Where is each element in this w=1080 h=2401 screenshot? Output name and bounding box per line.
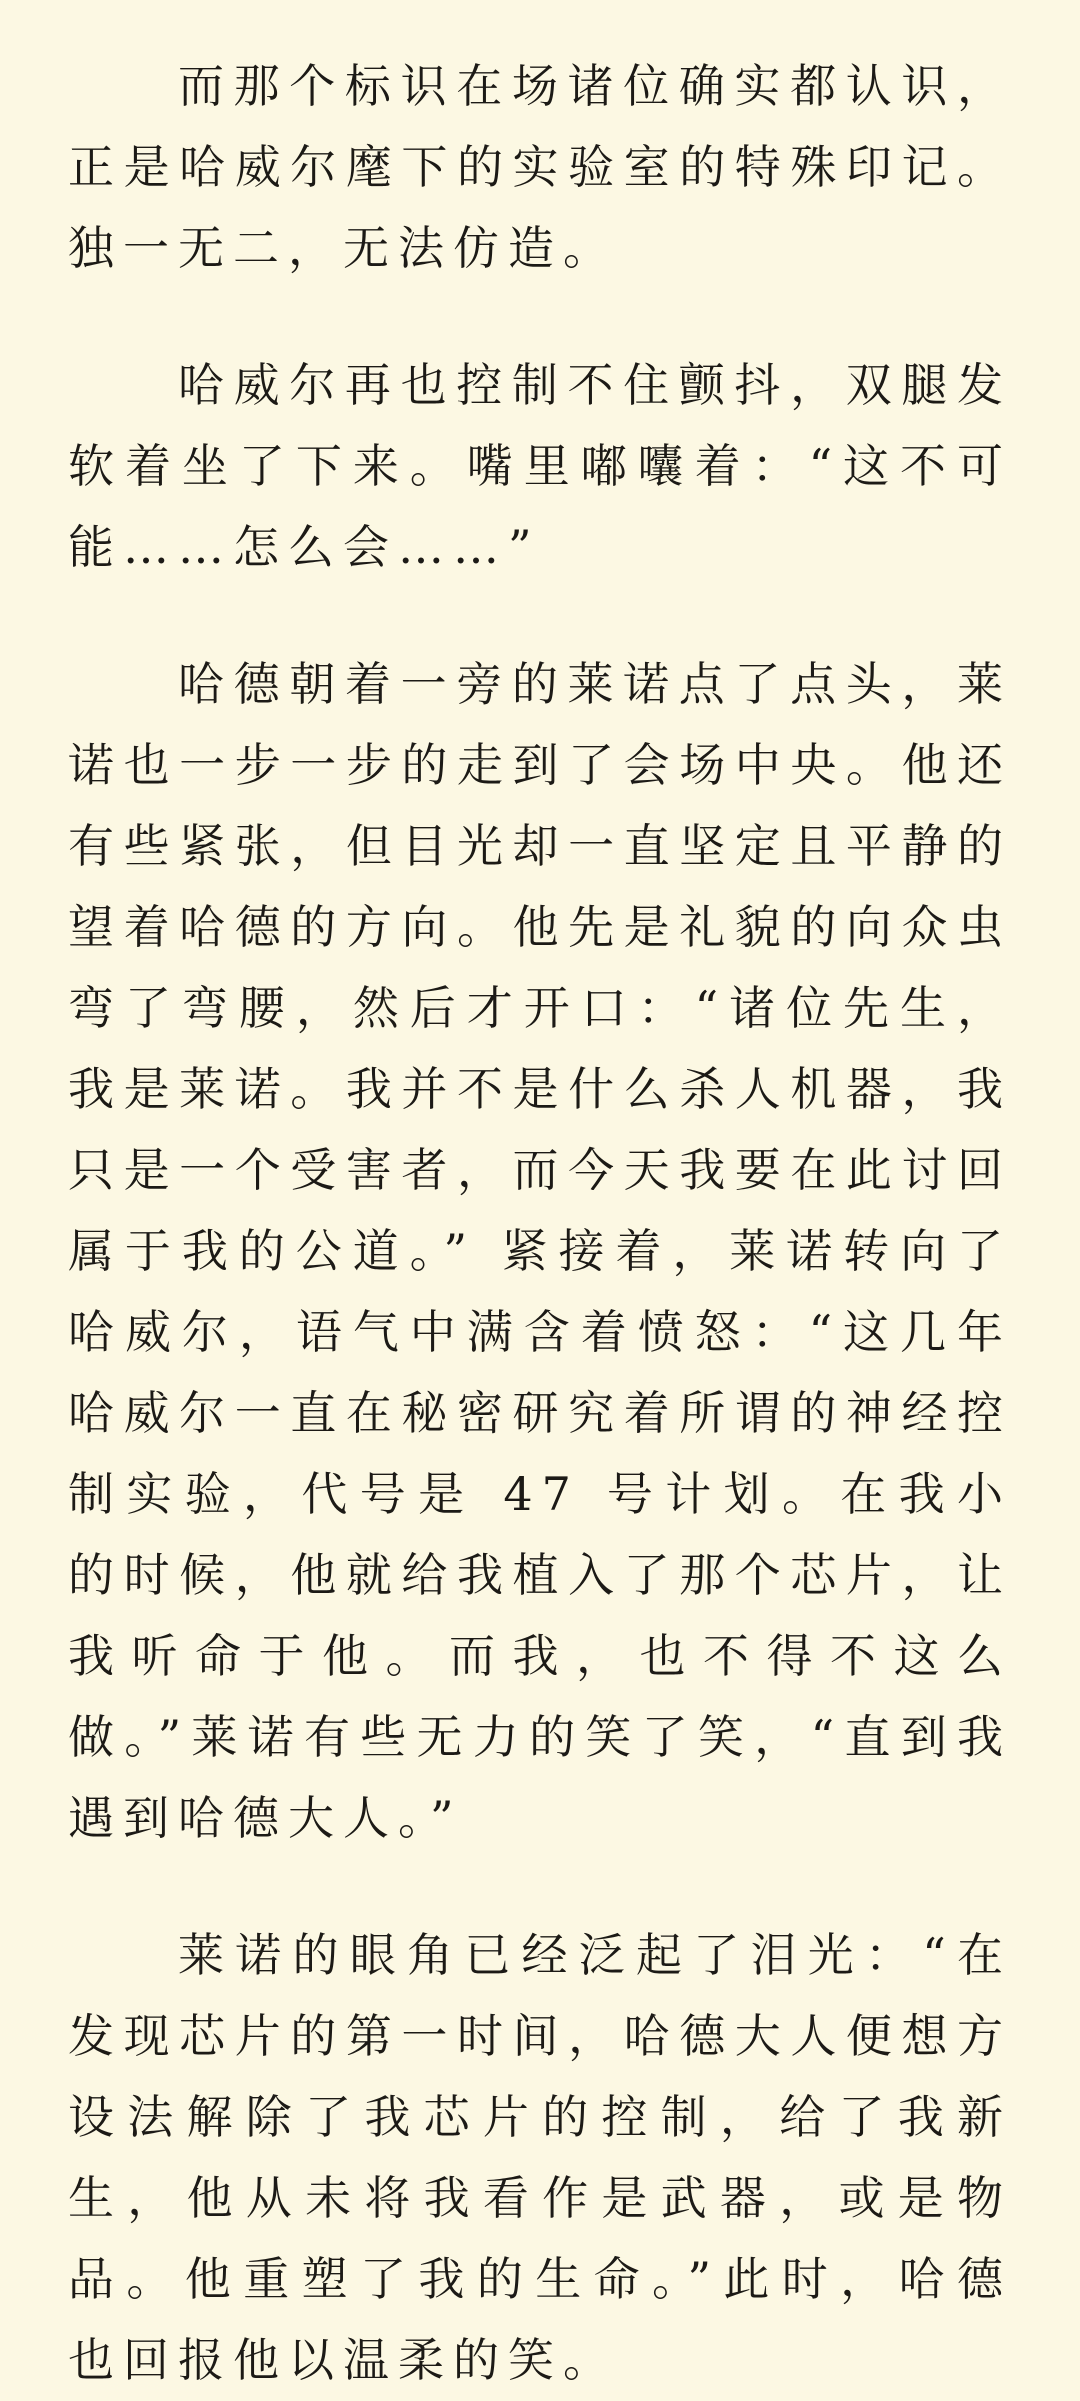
paragraph: 哈德朝着一旁的莱诺点了点头，莱诺也一步一步的走到了会场中央。他还有些紧张，但目光却一直坚定且平静的望着哈德的方向。他先是礼貌的向众虫弯了弯腰，然后才开口：“诸位先生，我是莱诺。我并不是什么杀人机器，我只是一个受害者，而今天我要在此讨回属于我的公道。” 紧接着，莱诺转向了哈威尔，语气中满含着愤怒：“这几年哈威尔一直在秘密研究着所谓的神经控制实验，代号是 47 号计划。在我小的时候，他就给我植入了那个芯片，让我听命于他。而我，也不得不这么做。”莱诺有些无力的笑了笑，“直到我遇到哈德大人。” [68,657,1012,1845]
paragraph: 莱诺的眼角已经泛起了泪光：“在发现芯片的第一时间，哈德大人便想方设法解除了我芯片的控制，给了我新生，他从未将我看作是武器，或是物品。他重塑了我的生命。”此时，哈德也回报他以温柔的笑。 [68,1928,1012,2387]
paragraph: 而那个标识在场诸位确实都认识，正是哈威尔麾下的实验室的特殊印记。独一无二，无法仿造。 [68,59,1012,275]
reading-page [68,46,1012,2401]
paragraph: 哈威尔再也控制不住颤抖，双腿发软着坐了下来。嘴里嘟囔着：“这不可能……怎么会……” [68,358,1012,574]
